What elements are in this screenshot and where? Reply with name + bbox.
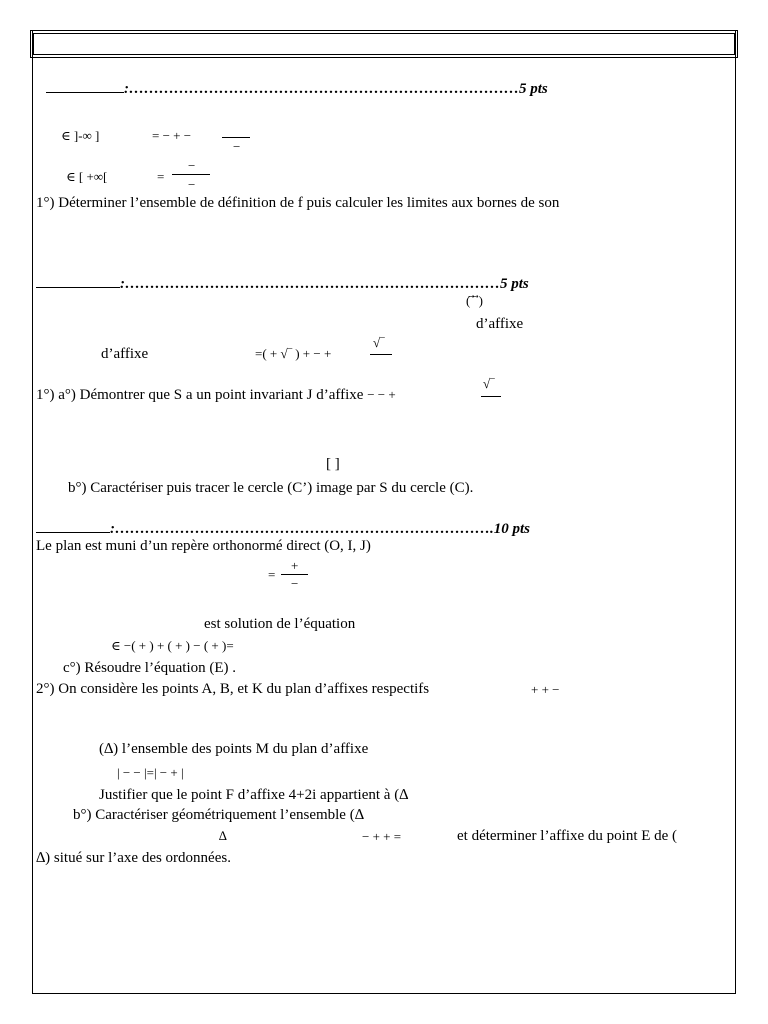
exercise2-affixe-left: d’affixe bbox=[101, 346, 149, 362]
exercise3-question2: 2°) On considère les points A, B, et K du plan d’affixes respectifs bbox=[36, 681, 430, 697]
exercise2-title-blank bbox=[36, 273, 120, 288]
exercise3-title-blank bbox=[36, 518, 110, 533]
exercise3-header bbox=[36, 518, 530, 538]
exercise1-points: 5 pts bbox=[519, 81, 548, 97]
exercise2-dots: :………………………………………………………………… bbox=[120, 276, 500, 292]
exercise2-paren: ( ⃗ ⃗) bbox=[466, 293, 483, 308]
exercise2-q1a-text: 1°) a°) Démontrer que S a un point invariant J d’affixe bbox=[36, 387, 364, 403]
exercise3-intro: Le plan est muni d’un repère orthonormé direct (O, I, J) bbox=[36, 538, 371, 554]
exercise3-question2b: b°) Caractériser géométriquement l’ensemble (∆ bbox=[73, 807, 364, 823]
exercise3-points: 10 pts bbox=[493, 521, 531, 537]
exercise3-eq1-num: + bbox=[291, 558, 299, 573]
exercise1-header bbox=[46, 78, 548, 98]
exercise1-frac2-den: − bbox=[188, 177, 196, 192]
exercise2-q1a-frac-num: √‾ bbox=[483, 376, 495, 391]
fraction-bar bbox=[370, 354, 392, 355]
exercise3-eq1: = bbox=[268, 567, 276, 582]
exercise3-equation: ∈ −( + ) + ( + ) − ( + )= bbox=[111, 638, 234, 653]
exercise3-eq1-den: − bbox=[291, 576, 299, 591]
exercise2-affixe-right: d’affixe bbox=[476, 316, 524, 332]
exercise3-modulus: | − − |=| − + | bbox=[117, 765, 184, 780]
exercise1-line-a: ∈ ]-∞ ] bbox=[61, 128, 100, 143]
exercise1-frac1-den: − bbox=[233, 139, 241, 154]
exercise1-frac2-num: − bbox=[188, 158, 196, 173]
exercise2-equation: =( + √‾ ) + − + bbox=[255, 346, 332, 361]
exercise2-header bbox=[36, 273, 529, 293]
exercise1-line-a-eq: = − + − bbox=[152, 128, 192, 143]
exercise1-question1: 1°) Déterminer l’ensemble de définition de f puis calculer les limites aux bornes de son bbox=[36, 195, 560, 211]
exercise3-solution: est solution de l’équation bbox=[204, 616, 356, 632]
exercise2-points: 5 pts bbox=[500, 276, 529, 292]
header-inner-box bbox=[33, 33, 735, 55]
exercise1-line-b: ∈ [ +∞[ bbox=[66, 169, 108, 184]
exercise3-line-equation: − + + = bbox=[362, 829, 402, 844]
exercise1-line-b-eq: = bbox=[157, 169, 165, 184]
exercise3-delta-symbol: ∆ bbox=[219, 828, 227, 843]
exercise2-eq-frac-num: √‾ bbox=[373, 335, 385, 350]
exercise2-brackets: [ ] bbox=[326, 456, 340, 472]
exercise3-last-line: ∆) situé sur l’axe des ordonnées. bbox=[36, 850, 231, 866]
exercise3-dots: :…………………………………………………………………. bbox=[110, 521, 494, 537]
exercise3-justify: Justifier que le point F d’affixe 4+2i appartient à (∆ bbox=[99, 787, 409, 803]
exercise3-q2-expr: + + − bbox=[531, 682, 560, 697]
fraction-bar bbox=[481, 396, 501, 397]
exercise3-question1c: c°) Résoudre l’équation (E) . bbox=[63, 660, 237, 676]
exercise3-delta-definition: (∆) l’ensemble des points M du plan d’affixe bbox=[99, 741, 369, 757]
exercise2-question1b: b°) Caractériser puis tracer le cercle (C’) image par S du cercle (C). bbox=[68, 480, 474, 496]
exercise3-determine: et déterminer l’affixe du point E de ( bbox=[457, 828, 678, 844]
exercise1-title-blank bbox=[46, 78, 124, 93]
exercise2-question1a bbox=[36, 386, 396, 404]
fraction-bar bbox=[172, 174, 210, 175]
exercise1-dots: :…………………………………………………………………… bbox=[124, 81, 519, 97]
exercise2-q1a-expr: − − + bbox=[367, 387, 396, 402]
